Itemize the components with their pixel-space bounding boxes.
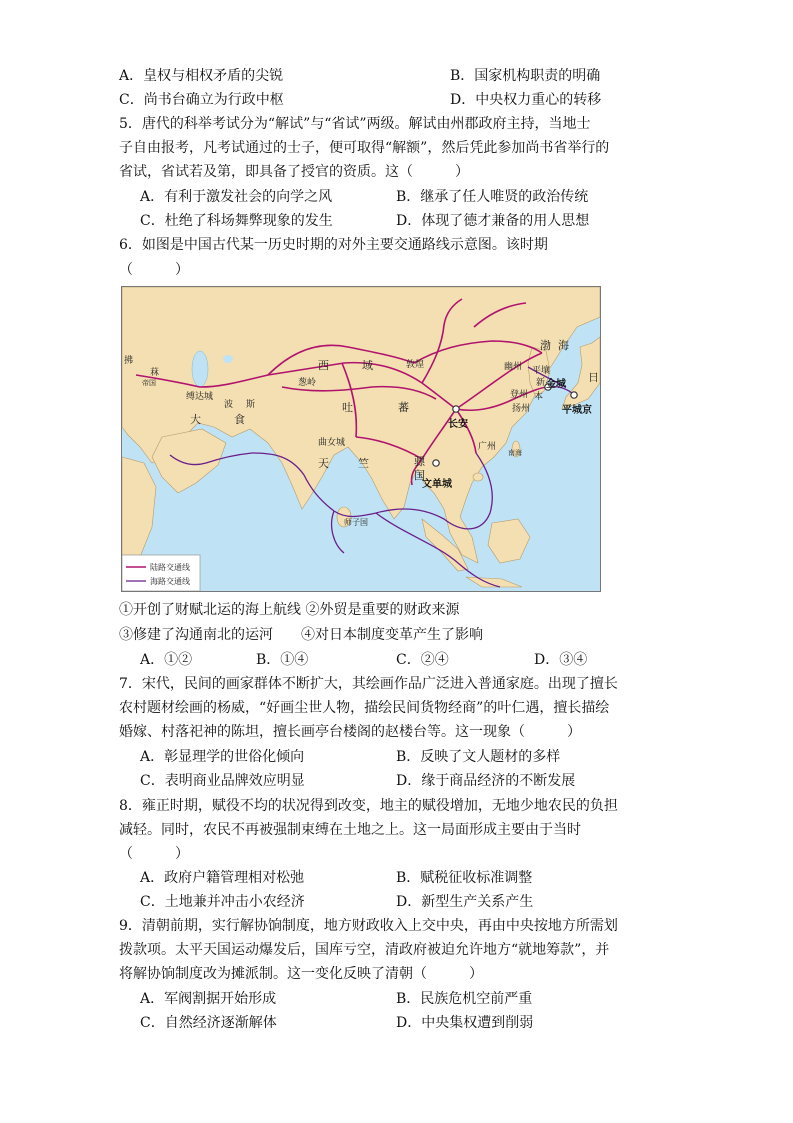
q4-option-a: A．皇权与相权矛盾的尖锐 <box>119 68 284 84</box>
q7-option-c: C．表明商业品牌效应明显 <box>140 773 305 789</box>
map-lake-caspian <box>192 351 208 387</box>
city-marker-pingchengjing <box>571 392 577 398</box>
q7-stem-line-1: 7．宋代，民间的画家群体不断扩大，其绘画作品广泛进入普通家庭。出现了擅长 <box>119 676 618 692</box>
q5-stem-line-2: 子自由报考，凡考试通过的士子，便可取得“解额”，然后凭此参加尚书省举行的 <box>119 140 610 156</box>
q4-option-b: B．国家机构职责的明确 <box>450 68 601 84</box>
q8-option-c: C．土地兼并冲击小农经济 <box>140 894 305 910</box>
q4-option-d: D．中央权力重心的转移 <box>450 92 602 108</box>
label-dashi-da: 大 <box>190 413 201 426</box>
label-dengzhou: 登州 <box>510 390 529 400</box>
label-fulin-di: 帝国 <box>142 379 156 387</box>
label-nanhai: 南海 <box>508 449 522 457</box>
q8-stem-line-3: （ ） <box>119 846 189 862</box>
label-busi-bo: 波 <box>224 400 234 410</box>
label-yangzhou: 扬州 <box>512 404 531 414</box>
q4-option-c: C．尚书台确立为行政中枢 <box>119 92 284 108</box>
label-piao: 骠 <box>414 455 425 468</box>
label-changan: 长安 <box>448 419 468 430</box>
label-dunhuang: 敦煌 <box>406 360 425 370</box>
q5-option-d: D．体现了德才兼备的用人思想 <box>396 213 590 229</box>
q9-option-d: D．中央集权遭到削弱 <box>396 1015 534 1031</box>
q5-stem-line-3: 省试，省试若及第，即具备了授官的资质。这（ ） <box>119 164 469 180</box>
label-fulin-lin: 菻 <box>150 368 160 378</box>
label-wendan: 文单城 <box>422 479 452 490</box>
q9-stem-line-1: 9．清朝前期，实行解协饷制度，地方财政收入上交中央，再由中央按地方所需划 <box>119 918 618 934</box>
label-tubo-fan: 蕃 <box>398 401 409 414</box>
label-shizi: 师子国 <box>344 518 368 527</box>
q5-stem-line-1: 5．唐代的科举考试分为“解试”与“省试”两级。解试由州郡政府主持，当地士 <box>119 116 591 132</box>
label-quyu: 曲女城 <box>318 438 346 448</box>
label-xinluo: 新 <box>536 378 546 388</box>
q6-stem-line-2: （ ） <box>119 262 189 278</box>
label-bohai: 渤 <box>540 339 551 352</box>
q8-option-d: D．新型生产关系产生 <box>396 894 534 910</box>
q9-stem-line-2: 拨款项。太平天国运动爆发后，国库亏空，清政府被迫允许地方“就地筹款”，并 <box>119 942 610 958</box>
q8-stem-line-2: 减轻。同时，农民不再被强制束缚在土地之上。这一局面形成主要由于当时 <box>119 822 581 838</box>
label-pingchengjing: 平城京 <box>562 405 592 416</box>
q6-trade-route-map <box>121 286 601 592</box>
legend-land-label: 陆路交通线 <box>150 563 190 572</box>
q8-option-a: A．政府户籍管理相对松弛 <box>140 870 305 886</box>
label-ri: 日 <box>588 371 599 384</box>
label-dashi-shi: 食 <box>234 413 245 426</box>
q6-option-b: B．①④ <box>256 652 309 668</box>
q9-option-b: B．民族危机空前严重 <box>396 991 533 1007</box>
label-hai: 海 <box>558 339 569 352</box>
label-jincheng: 金城 <box>546 379 566 390</box>
map-legend <box>122 555 200 591</box>
q6-option-a: A．①② <box>140 652 193 668</box>
label-fuda: 缚达城 <box>186 392 214 402</box>
q5-option-a: A．有利于激发社会的向学之风 <box>140 189 333 205</box>
q9-option-a: A．军阀割据开始形成 <box>140 991 277 1007</box>
q7-option-d: D．缘于商品经济的不断发展 <box>396 773 576 789</box>
label-congling: 葱岭 <box>298 378 317 388</box>
q6-stem-line-1: 6．如图是中国古代某一历史时期的对外主要交通路线示意图。该时期 <box>119 237 548 253</box>
legend-sea-label: 海路交通线 <box>150 577 190 586</box>
label-fulin: 拂 <box>124 356 134 366</box>
q8-option-b: B．赋税征收标准调整 <box>396 870 533 886</box>
label-xiyu-yu: 域 <box>362 359 373 372</box>
label-guo: 国 <box>414 469 425 482</box>
map-lake-aral <box>223 355 233 363</box>
label-ben: 本 <box>534 392 544 402</box>
q6-statement-line-1: ①开创了财赋北运的海上航线 ②外贸是重要的财政来源 <box>119 602 460 618</box>
q6-option-d: D．③④ <box>534 652 588 668</box>
q7-stem-line-2: 农村题材绘画的杨威，“好画尘世人物，描绘民间货物经商”的叶仁遇，擅长描绘 <box>119 700 610 716</box>
map-island-hainan <box>473 473 483 481</box>
q7-stem-line-3: 婚嫁、村落祀神的陈坦，擅长画亭台楼阁的赵楼台等。这一现象（ ） <box>119 724 581 740</box>
label-xiyu-xi: 西 <box>318 359 329 372</box>
q9-option-c: C．自然经济逐渐解体 <box>140 1015 277 1031</box>
label-tianzhu-tian: 天 <box>318 457 329 470</box>
q7-option-b: B．反映了文人题材的多样 <box>396 749 561 765</box>
city-marker-changan <box>453 406 459 412</box>
label-pingrang: 平壤 <box>532 366 551 376</box>
q9-stem-line-3: 将解协饷制度改为摊派制。这一变化反映了清朝（ ） <box>119 966 483 982</box>
q5-option-c: C．杜绝了科场舞弊现象的发生 <box>140 213 333 229</box>
label-youzhou: 幽州 <box>504 362 523 372</box>
label-tubo-tu: 吐 <box>342 401 353 414</box>
label-tianzhu-zhu: 竺 <box>358 457 369 470</box>
label-guangzhou: 广州 <box>478 442 497 452</box>
city-marker-wendan <box>433 460 439 466</box>
q6-option-c: C．②④ <box>396 652 449 668</box>
q8-stem-line-1: 8．雍正时期，赋役不均的状况得到改变，地主的赋役增加，无地少地农民的负担 <box>119 798 618 814</box>
q7-option-a: A．彰显理学的世俗化倾向 <box>140 749 305 765</box>
q5-option-b: B．继承了任人唯贤的政治传统 <box>396 189 589 205</box>
q6-statement-line-2: ③修建了沟通南北的运河 ④对日本制度变革产生了影响 <box>119 627 483 643</box>
map-svg <box>122 287 600 591</box>
label-busi-si: 斯 <box>246 400 256 410</box>
